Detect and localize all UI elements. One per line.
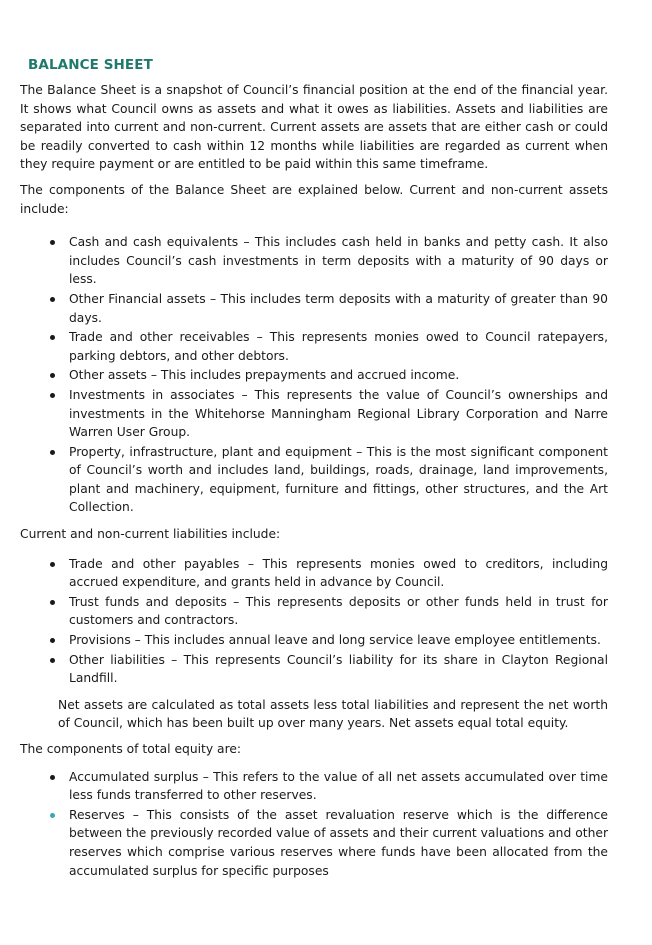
list-item: Trade and other payables – This represents monies owed to creditors, including accrued expenditure, and grants held in advance by Council. bbox=[69, 555, 608, 592]
equity-list bbox=[20, 768, 608, 881]
list-item: Reserves – This consists of the asset revaluation reserve which is the difference between the previously recorded value of assets and their current valuations and other reserves which comprise various reserves where funds have been allocated from the accumulated surplus for specific purposes bbox=[69, 806, 608, 880]
bullet-icon bbox=[50, 297, 55, 302]
bullet-icon bbox=[50, 373, 55, 378]
list-item: Investments in associates – This represents the value of Council’s ownerships and investments in the Whitehorse Manningham Regional Library Corporation and Narre Warren User Group. bbox=[69, 386, 608, 442]
list-item: Other assets – This includes prepayments and accrued income. bbox=[69, 366, 608, 385]
bullet-icon bbox=[50, 335, 55, 340]
components-intro-paragraph: The components of the Balance Sheet are explained below. Current and non-current assets include: bbox=[20, 182, 608, 216]
liabilities-intro-paragraph: Current and non-current liabilities include: bbox=[20, 527, 281, 542]
list-item: Other Financial assets – This includes term deposits with a maturity of greater than 90 days. bbox=[69, 290, 608, 327]
bullet-icon bbox=[50, 813, 55, 818]
assets-list bbox=[20, 233, 608, 517]
intro-paragraph: The Balance Sheet is a snapshot of Council’s financial position at the end of the financial year. It shows what Council owns as assets and what it owes as liabilities. Assets and liabilities are separated into current and non-current. Current assets are assets that are either cash or could be readily converted to cash within 12 months while liabilities are regarded as current when they require payment or are entitled to be paid within this same timeframe. bbox=[20, 83, 608, 172]
list-item: Other liabilities – This represents Council’s liability for its share in Clayton Regional Landfill. bbox=[69, 651, 608, 688]
list-item: Accumulated surplus – This refers to the value of all net assets accumulated over time less funds transferred to other reserves. bbox=[69, 768, 608, 805]
bullet-icon bbox=[50, 450, 55, 455]
bullet-icon bbox=[50, 775, 55, 780]
list-item: Trade and other receivables – This represents monies owed to Council ratepayers, parking debtors, and other debtors. bbox=[69, 328, 608, 365]
list-item: Provisions – This includes annual leave and long service leave employee entitlements. bbox=[69, 631, 608, 650]
section-heading: BALANCE SHEET bbox=[28, 57, 153, 73]
bullet-icon bbox=[50, 638, 55, 643]
bullet-icon bbox=[50, 562, 55, 567]
list-item: Trust funds and deposits – This represents deposits or other funds held in trust for customers and contractors. bbox=[69, 593, 608, 630]
bullet-icon bbox=[50, 600, 55, 605]
equity-intro-paragraph: The components of total equity are: bbox=[20, 742, 242, 756]
bullet-icon bbox=[50, 393, 55, 398]
bullet-icon bbox=[50, 658, 55, 663]
list-item: Cash and cash equivalents – This includes cash held in banks and petty cash. It also includes Council’s cash investments in term deposits with a maturity of 90 days or less. bbox=[69, 233, 608, 289]
net-assets-paragraph: Net assets are calculated as total assets less total liabilities and represent the net worth of Council, which has been built up over many years. Net assets equal total equity. bbox=[58, 697, 608, 731]
list-item: Property, infrastructure, plant and equipment – This is the most significant component of Council’s worth and includes land, buildings, roads, drainage, land improvements, plant and machinery, equipment, furniture and fittings, other structures, and the Art Collection. bbox=[69, 443, 608, 517]
bullet-icon bbox=[50, 240, 55, 245]
liabilities-list bbox=[20, 555, 608, 688]
